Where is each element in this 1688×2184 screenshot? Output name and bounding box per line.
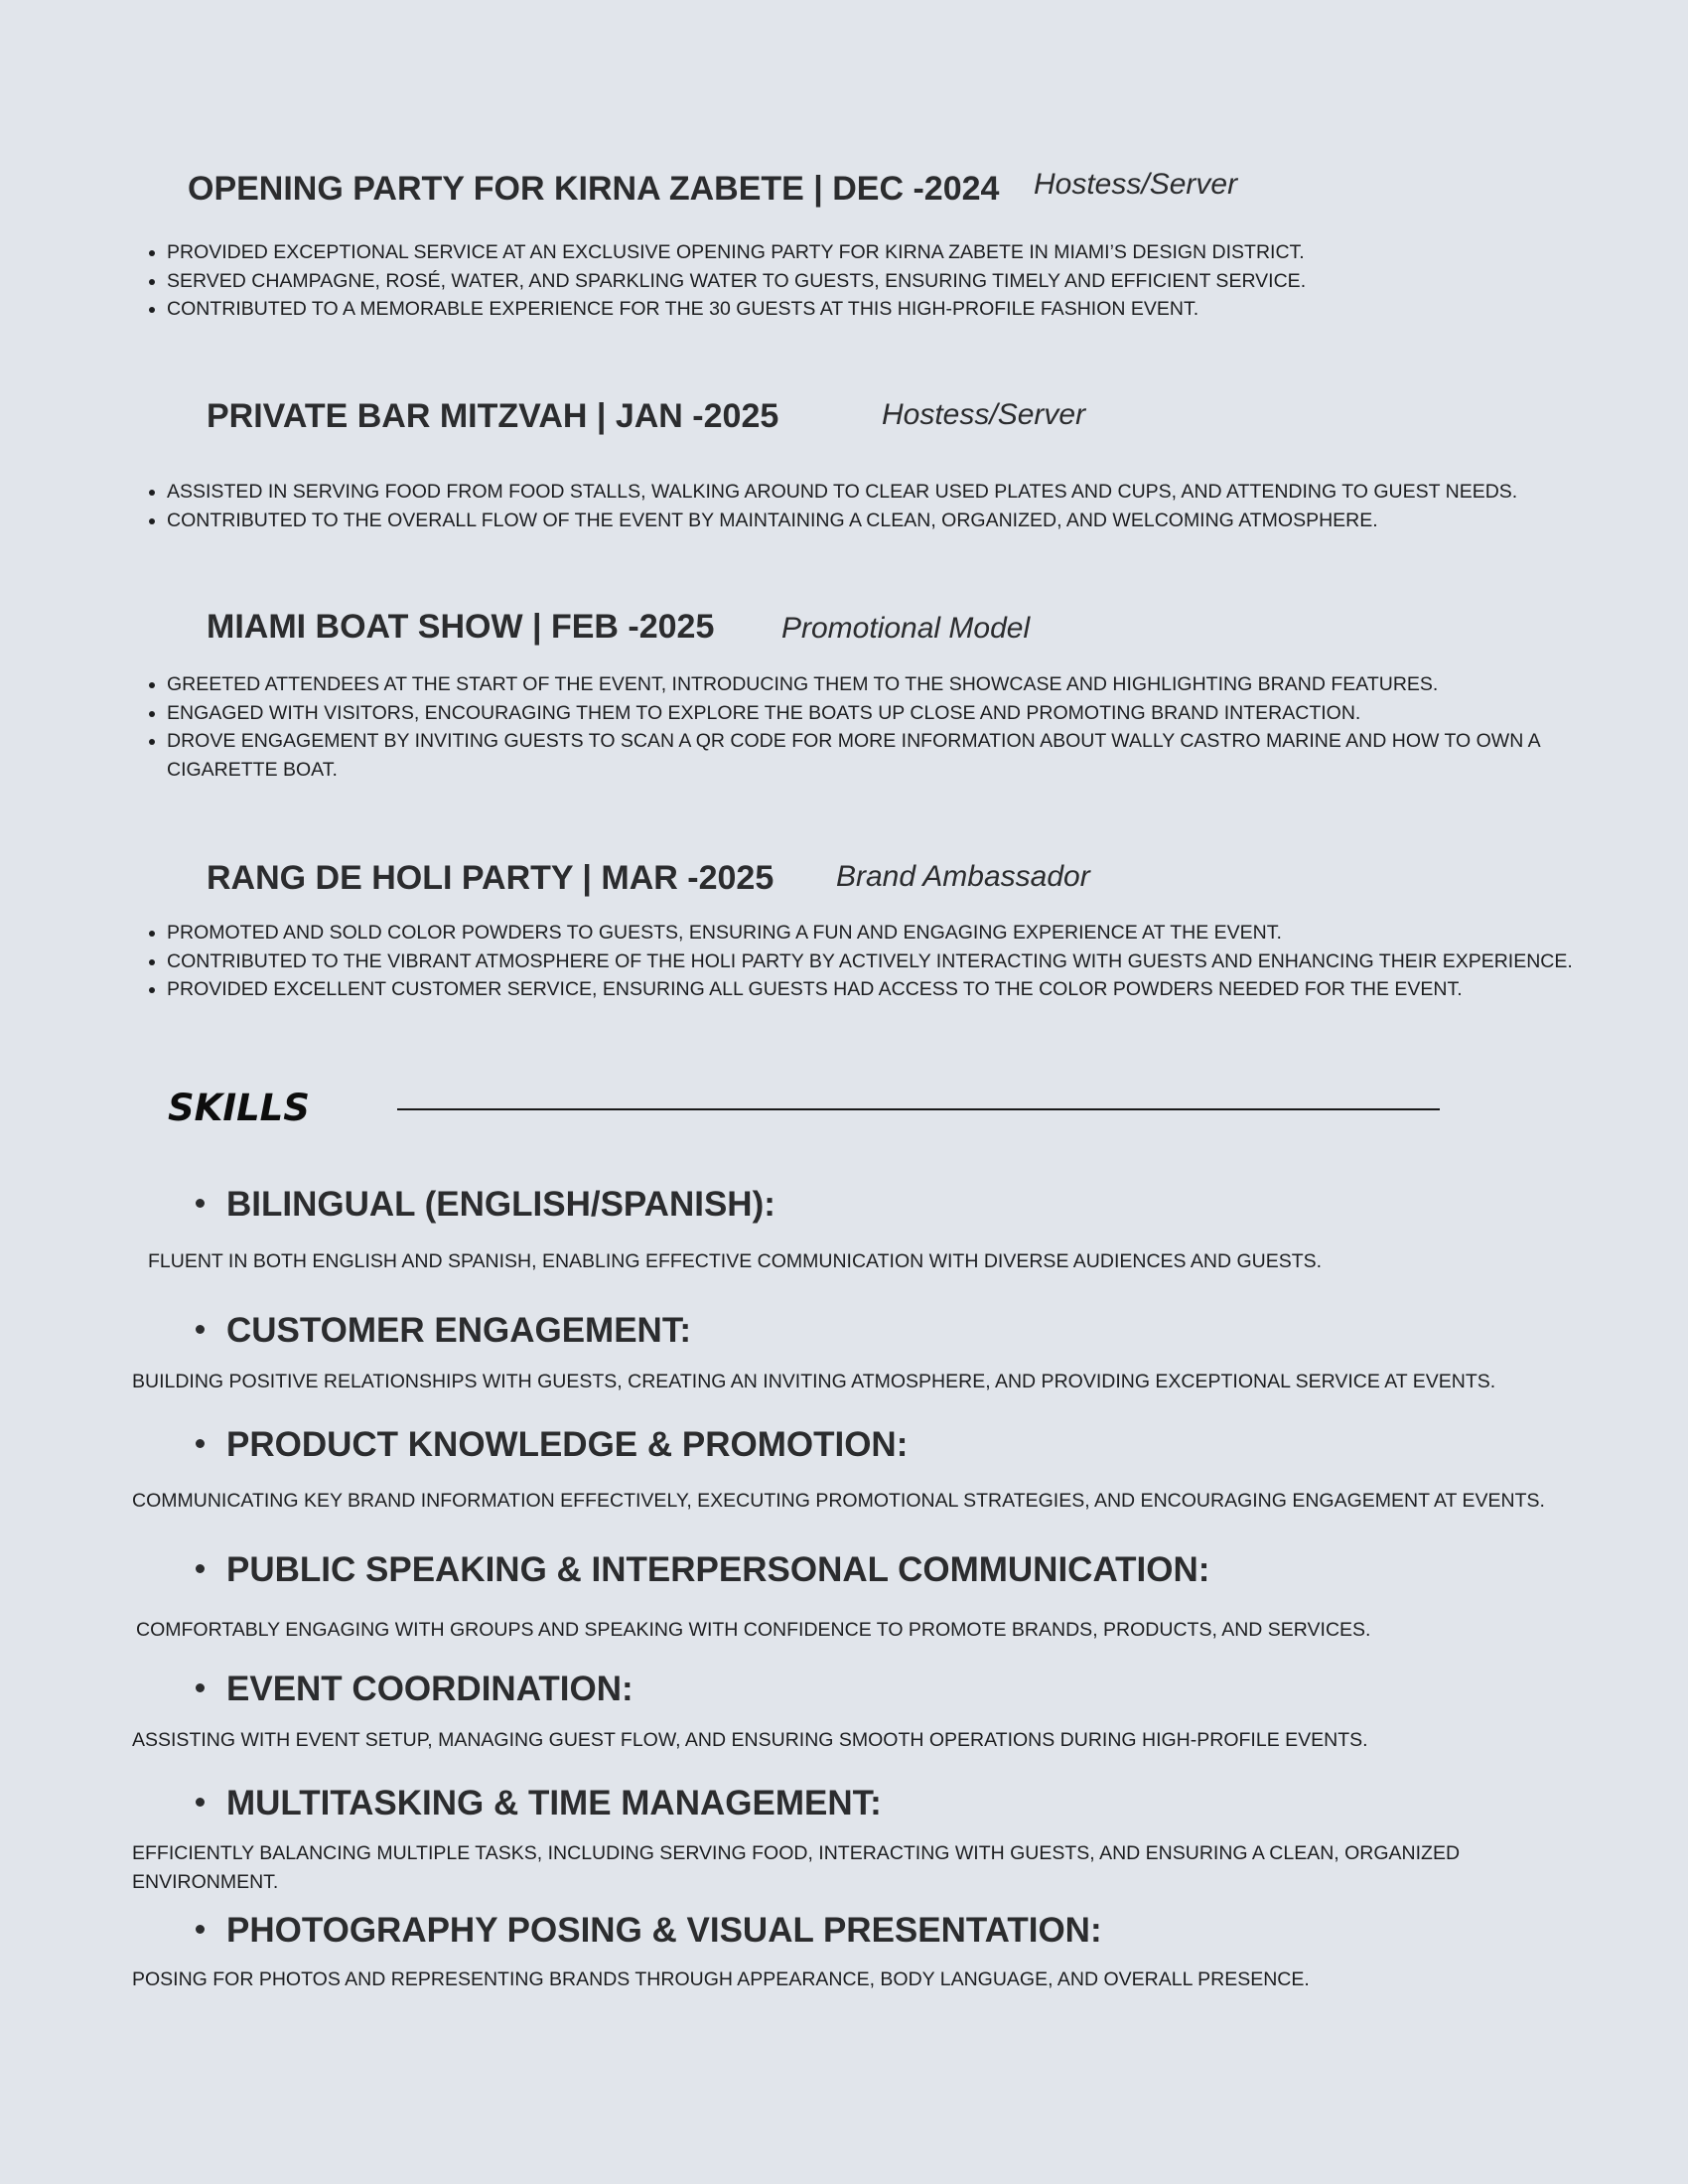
bullet-icon [196, 1325, 205, 1334]
skill-heading-public-speaking [196, 1552, 1209, 1587]
bullet-icon [196, 1439, 205, 1448]
job-role-bar-mitzvah: Hostess/Server [882, 398, 1086, 431]
job-title-kirna-zabete: OPENING PARTY FOR KIRNA ZABETE | DEC -2024 [188, 170, 1000, 208]
job-role-holi-party: Brand Ambassador [836, 860, 1090, 893]
skill-heading-photography [196, 1913, 1102, 1948]
skill-description-photography: POSING FOR PHOTOS AND REPRESENTING BRANDS THROUGH APPEARANCE, BODY LANGUAGE, AND OVERALL PRESENCE. [132, 1968, 1310, 1990]
job-bullets-bar-mitzvah [139, 478, 1617, 534]
job-bullets-holi-party [139, 919, 1617, 1004]
list-item: • CONTRIBUTED TO A MEMORABLE EXPERIENCE FOR THE 30 GUESTS AT THIS HIGH-PROFILE FASHION EVENT. [167, 295, 1617, 324]
list-item: • PROVIDED EXCELLENT CUSTOMER SERVICE, ENSURING ALL GUESTS HAD ACCESS TO THE COLOR POWDERS NEEDED FOR THE EVENT. [167, 975, 1617, 1004]
skill-description-bilingual: FLUENT IN BOTH ENGLISH AND SPANISH, ENABLING EFFECTIVE COMMUNICATION WITH DIVERSE AUDIENCES AND GUESTS. [148, 1250, 1323, 1272]
list-item: • CONTRIBUTED TO THE OVERALL FLOW OF THE EVENT BY MAINTAINING A CLEAN, ORGANIZED, AND WELCOMING ATMOSPHERE. [167, 507, 1617, 535]
skill-name: CUSTOMER ENGAGEMENT: [226, 1311, 691, 1350]
skill-heading-event-coordination [196, 1672, 633, 1706]
list-item: • ENGAGED WITH VISITORS, ENCOURAGING THEM TO EXPLORE THE BOATS UP CLOSE AND PROMOTING BRAND INTERACTION. [167, 699, 1617, 728]
skill-name: PRODUCT KNOWLEDGE & PROMOTION: [226, 1425, 909, 1464]
skill-description-product-knowledge: COMMUNICATING KEY BRAND INFORMATION EFFECTIVELY, EXECUTING PROMOTIONAL STRATEGIES, AND ENCOURAGING ENGAGEMENT AT EVENTS. [132, 1490, 1545, 1512]
skill-description-event-coordination: ASSISTING WITH EVENT SETUP, MANAGING GUEST FLOW, AND ENSURING SMOOTH OPERATIONS DURING HIGH-PROFILE EVENTS. [132, 1729, 1368, 1751]
skill-name: MULTITASKING & TIME MANAGEMENT: [226, 1784, 882, 1822]
skill-description-multitasking: EFFICIENTLY BALANCING MULTIPLE TASKS, INCLUDING SERVING FOOD, INTERACTING WITH GUESTS, AND ENSURING A CLEAN, ORGANIZED ENVIRONMENT. [132, 1842, 1461, 1893]
list-item: • SERVED CHAMPAGNE, ROSÉ, WATER, AND SPARKLING WATER TO GUESTS, ENSURING TIMELY AND EFFICIENT SERVICE. [167, 267, 1617, 296]
job-role-kirna-zabete: Hostess/Server [1034, 168, 1238, 201]
skill-name: EVENT COORDINATION: [226, 1670, 633, 1708]
job-bullets-kirna-zabete [139, 238, 1617, 324]
job-title-bar-mitzvah: PRIVATE BAR MITZVAH | JAN -2025 [207, 397, 779, 435]
skills-heading: SKILLS [168, 1087, 310, 1129]
job-title-holi-party: RANG DE HOLI PARTY | MAR -2025 [207, 859, 774, 897]
list-item: • GREETED ATTENDEES AT THE START OF THE EVENT, INTRODUCING THEM TO THE SHOWCASE AND HIGHLIGHTING BRAND FEATURES. [167, 670, 1617, 699]
skill-name: BILINGUAL (ENGLISH/SPANISH): [226, 1185, 775, 1224]
list-item: • PROMOTED AND SOLD COLOR POWDERS TO GUESTS, ENSURING A FUN AND ENGAGING EXPERIENCE AT THE EVENT. [167, 919, 1617, 947]
skill-name: PUBLIC SPEAKING & INTERPERSONAL COMMUNICATION: [226, 1550, 1210, 1589]
skill-description-customer-engagement: BUILDING POSITIVE RELATIONSHIPS WITH GUESTS, CREATING AN INVITING ATMOSPHERE, AND PROVIDING EXCEPTIONAL SERVICE AT EVENTS. [132, 1371, 1496, 1392]
skill-heading-product-knowledge [196, 1427, 908, 1462]
bullet-icon [196, 1798, 205, 1807]
skills-divider [397, 1108, 1440, 1110]
list-item: • CONTRIBUTED TO THE VIBRANT ATMOSPHERE OF THE HOLI PARTY BY ACTIVELY INTERACTING WITH GUESTS AND ENHANCING THEIR EXPERIENCE. [167, 947, 1617, 976]
skill-name: PHOTOGRAPHY POSING & VISUAL PRESENTATION: [226, 1911, 1102, 1950]
bullet-icon [196, 1199, 205, 1208]
list-item: • PROVIDED EXCEPTIONAL SERVICE AT AN EXCLUSIVE OPENING PARTY FOR KIRNA ZABETE IN MIAMI’S DESIGN DISTRICT. [167, 238, 1617, 267]
list-item: • ASSISTED IN SERVING FOOD FROM FOOD STALLS, WALKING AROUND TO CLEAR USED PLATES AND CUPS, AND ATTENDING TO GUEST NEEDS. [167, 478, 1617, 507]
skill-description-public-speaking: COMFORTABLY ENGAGING WITH GROUPS AND SPEAKING WITH CONFIDENCE TO PROMOTE BRANDS, PRODUCTS, AND SERVICES. [136, 1619, 1371, 1641]
job-bullets-boat-show [139, 670, 1617, 784]
skill-heading-customer-engagement [196, 1313, 691, 1348]
bullet-icon [196, 1683, 205, 1692]
job-title-boat-show: MIAMI BOAT SHOW | FEB -2025 [207, 608, 715, 646]
skill-heading-multitasking [196, 1786, 882, 1820]
list-item: • DROVE ENGAGEMENT BY INVITING GUESTS TO SCAN A QR CODE FOR MORE INFORMATION ABOUT WALLY CASTRO MARINE AND HOW TO OWN A CIGARETTE BOAT. [167, 727, 1617, 784]
skill-heading-bilingual [196, 1187, 775, 1222]
bullet-icon [196, 1925, 205, 1934]
job-role-boat-show: Promotional Model [781, 612, 1031, 645]
bullet-icon [196, 1564, 205, 1573]
